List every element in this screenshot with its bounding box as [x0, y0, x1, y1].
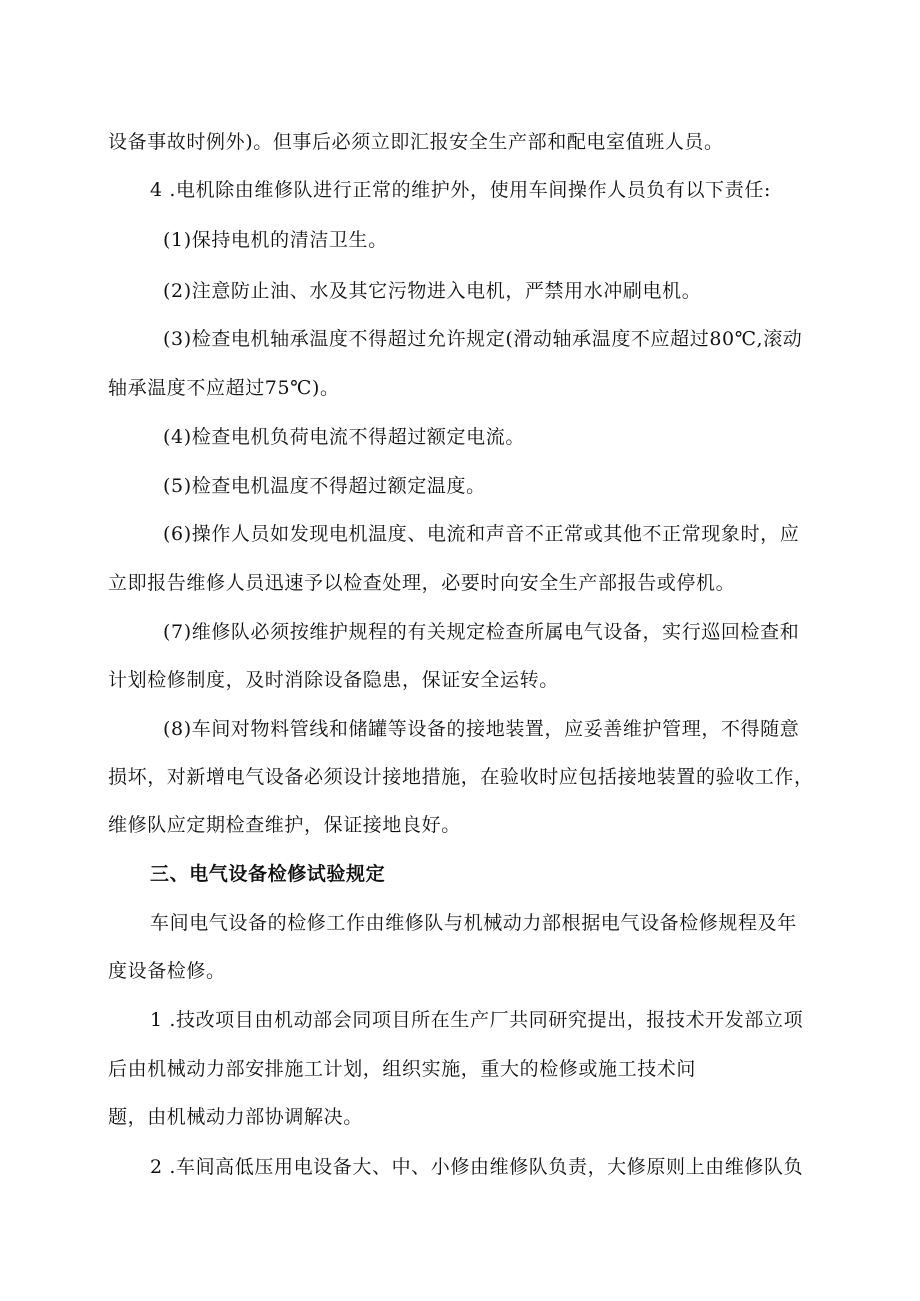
text-line-17: 车间电气设备的检修工作由维修队与机械动力部根据电气设备检修规程及年: [150, 912, 797, 934]
text-line-1: 设备事故时例外)。但事后必须立即汇报安全生产部和配电室值班人员。: [108, 131, 724, 153]
text-line-11: (7)维修队必须按维护规程的有关规定检查所属电气设备，实行巡回检查和: [163, 621, 800, 643]
text-line-21: 题，由机械动力部协调解决。: [108, 1106, 363, 1128]
text-line-5: (3)检查电机轴承温度不得超过允许规定(滑动轴承温度不应超过80℃,滚动: [163, 328, 803, 350]
text-line-6: 轴承温度不应超过75℃)。: [108, 377, 340, 399]
text-line-15: 维修队应定期检查维护，保证接地良好。: [108, 814, 461, 836]
text-line-3: (1)保持电机的清洁卫生。: [163, 229, 388, 251]
text-line-22: 2 .车间高低压用电设备大、中、小修由维修队负责，大修原则上由维修队负: [150, 1156, 804, 1178]
text-line-4: (2)注意防止油、水及其它污物进入电机，严禁用水冲刷电机。: [163, 280, 702, 302]
text-line-8: (5)检查电机温度不得超过额定温度。: [163, 475, 486, 497]
text-line-19: 1 .技改项目由机动部会同项目所在生产厂共同研究提出，报技术开发部立项: [150, 1009, 804, 1031]
text-line-14: 损坏，对新增电气设备必须设计接地措施，在验收时应包括接地装置的验收工作，: [108, 766, 814, 788]
text-line-12: 计划检修制度，及时消除设备隐患，保证安全运转。: [108, 669, 559, 691]
text-line-9: (6)操作人员如发现电机温度、电流和声音不正常或其他不正常现象时，应: [163, 523, 800, 545]
text-line-7: (4)检查电机负荷电流不得超过额定电流。: [163, 426, 525, 448]
section-heading: 三、电气设备检修试验规定: [150, 863, 386, 885]
text-line-20: 后由机械动力部安排施工计划，组织实施，重大的检修或施工技术问: [108, 1058, 697, 1080]
text-line-18: 度设备检修。: [108, 960, 226, 982]
text-line-10: 立即报告维修人员迅速予以检查处理，必要时向安全生产部报告或停机。: [108, 572, 736, 594]
text-line-13: (8)车间对物料管线和储罐等设备的接地装置，应妥善维护管理，不得随意: [163, 718, 800, 740]
text-line-2: 4 .电机除由维修队进行正常的维护外，使用车间操作人员负有以下责任:: [150, 179, 771, 201]
